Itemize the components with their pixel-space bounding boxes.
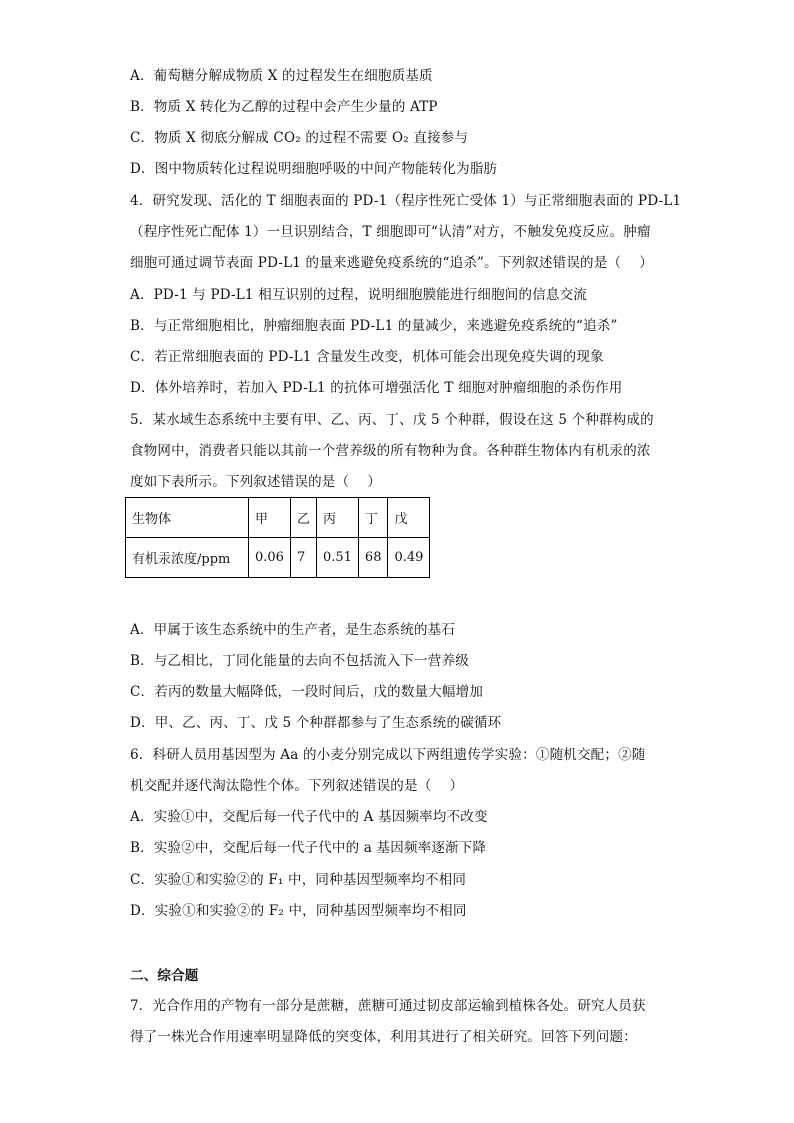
- q7-stem-line: 得了一株光合作用速率明显降低的突变体，利用其进行了相关研究。回答下列问题：: [130, 1029, 637, 1045]
- table-row: [126, 538, 430, 578]
- q3-option-a: A．葡萄糖分解成物质 X 的过程发生在细胞质基质: [130, 68, 433, 84]
- table-header-cell: 甲: [249, 498, 291, 538]
- q3-option-b: B．物质 X 转化为乙醇的过程中会产生少量的 ATP: [130, 99, 438, 115]
- table-cell: 0.06: [249, 538, 291, 578]
- q5-stem-line: 5．某水域生态系统中主要有甲、乙、丙、丁、戊 5 个种群，假设在这 5 个种群构成的: [130, 412, 654, 428]
- q3-option-c: C．物质 X 彻底分解成 CO₂ 的过程不需要 O₂ 直接参与: [130, 130, 469, 146]
- table-cell: 有机汞浓度/ppm: [126, 538, 249, 578]
- q6-stem-line: 6．科研人员用基因型为 Aa 的小麦分别完成以下两组遗传学实验：①随机交配；②随: [130, 747, 646, 763]
- q4-stem-line: （程序性死亡配体 1）一旦识别结合，T 细胞即可“认清”对方，不触发免疫反应。肿瘤: [130, 224, 651, 240]
- table-header-cell: 乙: [290, 498, 316, 538]
- q4-option-b: B．与正常细胞相比，肿瘤细胞表面 PD-L1 的量减少，来逃避免疫系统的“追杀”: [130, 318, 618, 334]
- q4-option-a: A．PD-1 与 PD-L1 相互识别的过程，说明细胞膜能进行细胞间的信息交流: [130, 287, 588, 303]
- q4-stem-line: 细胞可通过调节表面 PD-L1 的量来逃避免疫系统的“追杀”。下列叙述错误的是（ ）: [130, 255, 654, 271]
- q6-option-a: A．实验①中，交配后每一代子代中的 A 基因频率均不改变: [130, 809, 488, 825]
- q4-option-d: D．体外培养时，若加入 PD-L1 的抗体可增强活化 T 细胞对肿瘤细胞的杀伤作用: [130, 380, 623, 396]
- q5-option-a: A．甲属于该生态系统中的生产者，是生态系统的基石: [130, 622, 456, 638]
- table-header-cell: 丁: [358, 498, 388, 538]
- q5-option-c: C．若丙的数量大幅降低，一段时间后，戊的数量大幅增加: [130, 684, 484, 700]
- mercury-concentration-table: [125, 497, 430, 578]
- q6-option-d: D．实验①和实验②的 F₂ 中，同种基因型频率均不相同: [130, 903, 467, 919]
- q6-option-b: B．实验②中，交配后每一代子代中的 a 基因频率逐渐下降: [130, 840, 487, 856]
- q3-option-d: D．图中物质转化过程说明细胞呼吸的中间产物能转化为脂肪: [130, 161, 498, 177]
- q5-option-b: B．与乙相比，丁同化能量的去向不包括流入下一营养级: [130, 653, 469, 669]
- table-row: [126, 498, 430, 538]
- table-cell: 7: [290, 538, 316, 578]
- table-cell: 0.51: [316, 538, 358, 578]
- table-header-cell: 生物体: [126, 498, 249, 538]
- table-header-cell: 戊: [388, 498, 430, 538]
- q6-option-c: C．实验①和实验②的 F₁ 中，同种基因型频率均不相同: [130, 872, 467, 888]
- q7-stem-line: 7．光合作用的产物有一部分是蔗糖，蔗糖可通过韧皮部运输到植株各处。研究人员获: [130, 998, 646, 1014]
- q4-option-c: C．若正常细胞表面的 PD-L1 含量发生改变，机体可能会出现免疫失调的现象: [130, 349, 604, 365]
- q4-stem-line: 4．研究发现、活化的 T 细胞表面的 PD-1（程序性死亡受体 1）与正常细胞表面的 PD-L1: [130, 193, 682, 209]
- table-cell: 68: [358, 538, 388, 578]
- q5-option-d: D．甲、乙、丙、丁、戊 5 个种群都参与了生态系统的碳循环: [130, 715, 502, 731]
- table-header-cell: 丙: [316, 498, 358, 538]
- table-cell: 0.49: [388, 538, 430, 578]
- section-title: 二、综合题: [130, 968, 199, 984]
- q5-stem-line: 食物网中，消费者只能以其前一个营养级的所有物种为食。各种群生物体内有机汞的浓: [130, 443, 651, 459]
- q6-stem-line: 机交配并逐代淘汰隐性个体。下列叙述错误的是（ ）: [130, 778, 464, 794]
- q5-stem-line: 度如下表所示。下列叙述错误的是（ ）: [130, 474, 382, 490]
